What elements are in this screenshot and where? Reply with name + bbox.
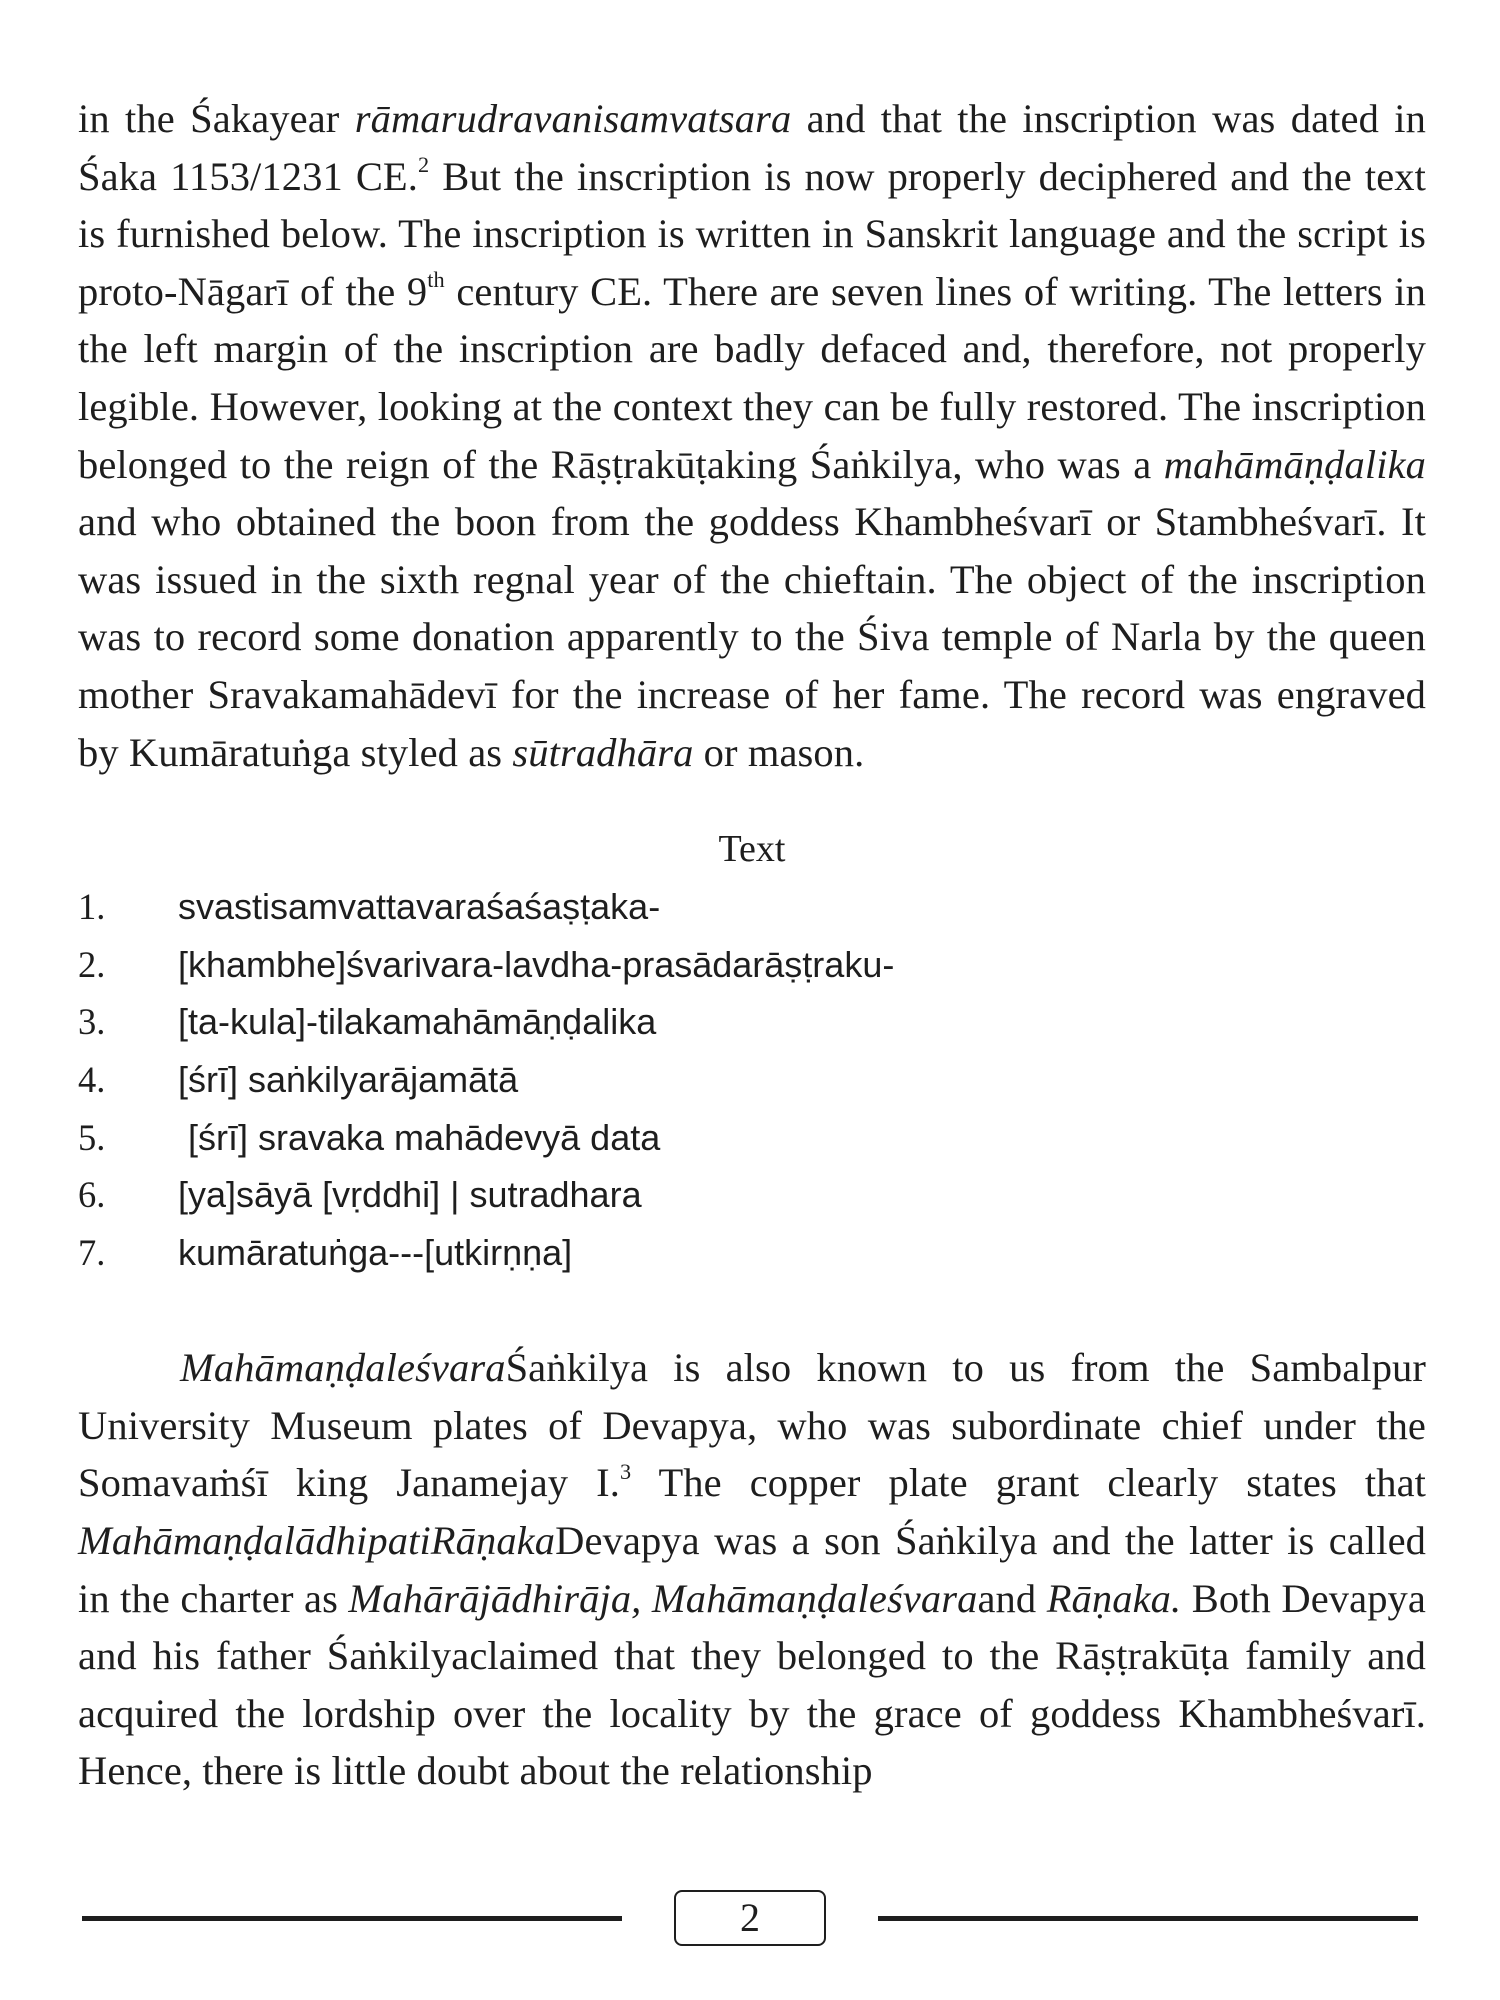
italic-term: sūtradhāra bbox=[512, 729, 694, 775]
italic-term: Mahārājādhirāja, Mahāmaṇḍaleśvara bbox=[348, 1575, 978, 1621]
paragraph-2 bbox=[78, 1339, 1426, 1800]
line-number: 2. bbox=[78, 943, 106, 985]
italic-term: rāmarudravanisamvatsara bbox=[354, 96, 792, 141]
list-item bbox=[78, 936, 1426, 994]
list-item bbox=[78, 1166, 1426, 1224]
text-run: in the Śakayear bbox=[78, 96, 355, 141]
inscription-text-list bbox=[78, 878, 1426, 1281]
list-item bbox=[78, 1224, 1426, 1282]
line-number: 1. bbox=[78, 886, 106, 928]
text-run: or mason. bbox=[693, 729, 865, 775]
italic-term: mahāmāṇḍalika bbox=[1163, 441, 1426, 487]
text-run: and who obtained the boon from the goddess Khambheśvarī or Stambheśvarī. It was issued in the sixth regnal year of the chieftain. The object of the inscription was to record some donation apparently to the Śiva temple of Narla by the queen mother Sravakamahādevī for the increase of her fame. The record was engraved by Kumāratuṅga styled as bbox=[78, 499, 1426, 775]
text-run: Both Devapya and his father Śaṅkilyaclaimed that they belonged to the Rāṣṭrakūṭa family and acquired the lordship over the locality by the grace of goddess Khambheśvarī. Hence, there is little doubt about the relationship bbox=[78, 1575, 1426, 1794]
footer-rule-left bbox=[82, 1916, 622, 1921]
line-text: kumāratuṅga---[utkirṇṇa] bbox=[178, 1231, 573, 1273]
text-run: century CE. There are seven lines of writing. The letters in the left margin of the inscription are badly defaced and, therefore, not properly legible. However, looking at the context they can be fully restored. The inscription belonged to the reign of the Rāṣṭrakūṭaking Śaṅkilya, who was a bbox=[78, 268, 1426, 487]
line-text: [ya]sāyā [vṛddhi] | sutradhara bbox=[178, 1174, 642, 1216]
line-text: [śrī] sravaka mahādevyā data bbox=[178, 1116, 661, 1158]
italic-term: Rāṇaka. bbox=[1046, 1575, 1182, 1621]
line-number: 3. bbox=[78, 1001, 106, 1043]
page-footer bbox=[78, 1878, 1426, 1948]
line-number: 6. bbox=[78, 1174, 106, 1216]
text-run: The copper plate grant clearly states that bbox=[631, 1460, 1426, 1506]
italic-term: Mahāmaṇḍaleśvara bbox=[180, 1345, 506, 1391]
line-text: [khambhe]śvarivara-lavdha-prasādarāṣṭraku- bbox=[178, 943, 895, 985]
text-run: and that the inscription was dated in Śaka 1153/1231 CE. bbox=[78, 96, 1426, 199]
footer-rule-right bbox=[878, 1916, 1418, 1921]
document-page bbox=[78, 90, 1426, 1800]
page-number: 2 bbox=[674, 1890, 826, 1946]
text-run: Śaṅkilya is also known to us from the Sambalpur University Museum plates of Devapya, who was subordinate chief under the Somavaṁśī king Janamejay I. bbox=[78, 1345, 1426, 1506]
ordinal-superscript: th bbox=[427, 266, 445, 292]
section-heading: Text bbox=[718, 828, 786, 871]
line-text: [ta-kula]-tilakamahāmāṇḍalika bbox=[178, 1001, 657, 1043]
line-number: 5. bbox=[78, 1116, 106, 1158]
paragraph-1 bbox=[78, 90, 1426, 781]
text-run: But the inscription is now properly deciphered and the text is furnished below. The inscription is written in Sanskrit language and the script is proto-Nāgarī of the 9 bbox=[78, 153, 1427, 314]
text-run: Devapya was a son Śaṅkilya and the latter is called in the charter as bbox=[78, 1518, 1426, 1621]
footnote-ref: 3 bbox=[619, 1458, 632, 1484]
line-text: svastisamvattavaraśaśaṣṭaka- bbox=[178, 886, 661, 928]
list-item bbox=[78, 1051, 1426, 1109]
list-item bbox=[78, 1109, 1426, 1167]
line-number: 4. bbox=[78, 1058, 106, 1100]
line-text: [śrī] saṅkilyarājamātā bbox=[178, 1058, 519, 1100]
footnote-ref: 2 bbox=[418, 151, 430, 177]
text-run: and bbox=[977, 1575, 1047, 1621]
italic-term: MahāmaṇḍalādhipatiRāṇaka bbox=[78, 1518, 556, 1564]
list-item bbox=[78, 993, 1426, 1051]
list-item bbox=[78, 878, 1426, 936]
line-number: 7. bbox=[78, 1231, 106, 1273]
